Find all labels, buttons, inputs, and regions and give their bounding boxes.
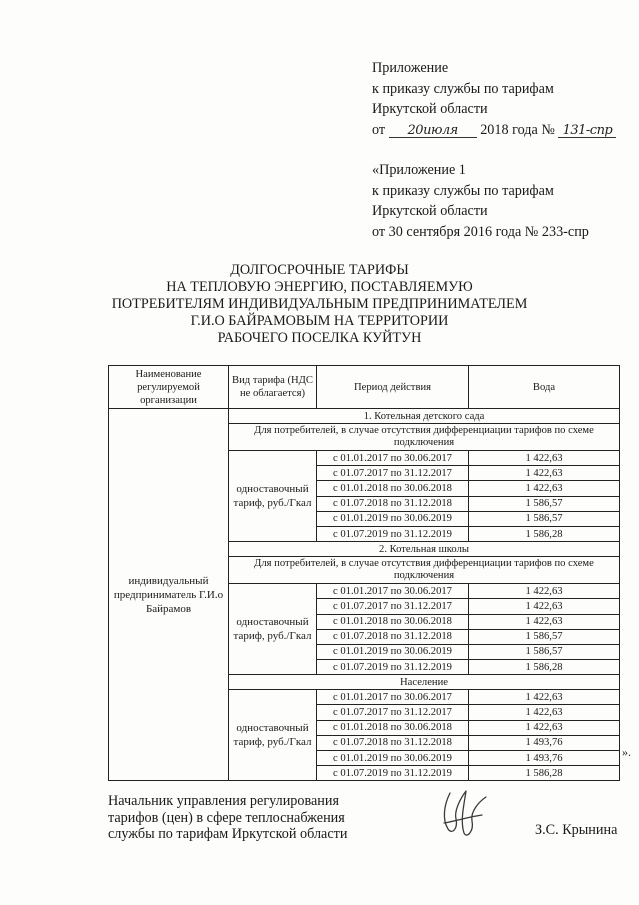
- section-title: 1. Котельная детского сада: [229, 409, 620, 424]
- period-cell: с 01.01.2019 по 30.06.2019: [317, 751, 469, 766]
- value-cell: 1 493,76: [469, 735, 620, 750]
- appendix-date-line: [372, 120, 616, 141]
- signer-line: тарифов (цен) в сфере теплоснабжения: [108, 809, 345, 826]
- header-water: Вода: [469, 366, 620, 409]
- value-cell: 1 422,63: [469, 614, 620, 629]
- value-cell: 1 422,63: [469, 720, 620, 735]
- signer-line: Начальник управления регулирования: [108, 793, 339, 809]
- header-tariff-type: Вид тарифа (НДС не облагается): [229, 366, 317, 409]
- handwritten-date: 20июля: [389, 124, 477, 138]
- value-cell: 1 586,28: [469, 766, 620, 781]
- document-title: [0, 262, 639, 347]
- period-cell: с 01.01.2019 по 30.06.2019: [317, 511, 469, 526]
- original-order-line: к приказу службы по тарифам: [372, 182, 554, 199]
- period-cell: с 01.07.2019 по 31.12.2019: [317, 766, 469, 781]
- appendix-title: Приложение: [372, 60, 449, 76]
- original-appendix-title: «Приложение 1: [372, 162, 466, 178]
- value-cell: 1 422,63: [469, 466, 620, 481]
- signer-position: [108, 793, 347, 843]
- tariff-type-cell: одноставочный тариф, руб./Гкал: [229, 584, 317, 675]
- appendix-region-line: Иркутской области: [372, 101, 488, 117]
- tariff-table: [108, 365, 620, 781]
- appendix-order-line: к приказу службы по тарифам: [372, 80, 554, 97]
- period-cell: с 01.07.2018 по 31.12.2018: [317, 735, 469, 750]
- year-text: 2018 года №: [480, 121, 555, 138]
- section-title: 2. Котельная школы: [229, 542, 620, 557]
- title-line: РАБОЧЕГО ПОСЕЛКА КУЙТУН: [217, 330, 422, 346]
- value-cell: 1 422,63: [469, 690, 620, 705]
- original-region-line: Иркутской области: [372, 203, 488, 219]
- period-cell: с 01.07.2018 по 31.12.2018: [317, 629, 469, 644]
- period-cell: с 01.01.2018 по 30.06.2018: [317, 481, 469, 496]
- handwritten-number: 131-спр: [558, 124, 616, 138]
- period-cell: с 01.07.2017 по 31.12.2017: [317, 705, 469, 720]
- original-appendix-block: [372, 160, 589, 242]
- title-line: НА ТЕПЛОВУЮ ЭНЕРГИЮ, ПОСТАВЛЯЕМУЮ: [166, 279, 473, 295]
- period-cell: с 01.01.2017 по 30.06.2017: [317, 690, 469, 705]
- organization-cell: индивидуальный предприниматель Г.И.о Байрамов: [109, 409, 229, 781]
- value-cell: 1 493,76: [469, 751, 620, 766]
- header-organization: Наименование регулируемой организации: [109, 366, 229, 409]
- section-title: Население: [229, 675, 620, 690]
- tariff-type-cell: одноставочный тариф, руб./Гкал: [229, 451, 317, 542]
- period-cell: с 01.07.2018 по 31.12.2018: [317, 496, 469, 511]
- value-cell: 1 422,63: [469, 599, 620, 614]
- value-cell: 1 422,63: [469, 705, 620, 720]
- value-cell: 1 586,57: [469, 496, 620, 511]
- value-cell: 1 586,57: [469, 629, 620, 644]
- period-cell: с 01.07.2017 по 31.12.2017: [317, 599, 469, 614]
- value-cell: 1 586,28: [469, 526, 620, 541]
- group-title: Для потребителей, в случае отсутствия дифференциации тарифов по схеме подключения: [229, 424, 620, 451]
- closing-quote-mark: ».: [622, 745, 631, 759]
- date-prefix: от: [372, 121, 386, 138]
- period-cell: с 01.01.2018 по 30.06.2018: [317, 720, 469, 735]
- tariff-type-cell: одноставочный тариф, руб./Гкал: [229, 690, 317, 781]
- period-cell: с 01.01.2017 по 30.06.2017: [317, 584, 469, 599]
- period-cell: с 01.01.2019 по 30.06.2019: [317, 644, 469, 659]
- value-cell: 1 422,63: [469, 481, 620, 496]
- period-cell: с 01.07.2017 по 31.12.2017: [317, 466, 469, 481]
- title-line: ПОТРЕБИТЕЛЯМ ИНДИВИДУАЛЬНЫМ ПРЕДПРИНИМАТЕЛЕМ: [111, 296, 528, 312]
- period-cell: с 01.07.2019 по 31.12.2019: [317, 660, 469, 675]
- group-title: Для потребителей, в случае отсутствия дифференциации тарифов по схеме подключения: [229, 557, 620, 584]
- value-cell: 1 586,57: [469, 644, 620, 659]
- signer-line: службы по тарифам Иркутской области: [108, 826, 348, 842]
- period-cell: с 01.07.2019 по 31.12.2019: [317, 526, 469, 541]
- value-cell: 1 422,63: [469, 584, 620, 599]
- title-line: ДОЛГОСРОЧНЫЕ ТАРИФЫ: [230, 262, 409, 278]
- handwritten-signature: [430, 785, 500, 845]
- period-cell: с 01.01.2018 по 30.06.2018: [317, 614, 469, 629]
- signer-name: З.С. Крынина: [535, 822, 618, 838]
- value-cell: 1 586,57: [469, 511, 620, 526]
- original-date-line: от 30 сентября 2016 года № 233-спр: [372, 223, 589, 240]
- title-line: Г.И.О БАЙРАМОВЫМ НА ТЕРРИТОРИИ: [190, 313, 449, 329]
- period-cell: с 01.01.2017 по 30.06.2017: [317, 451, 469, 466]
- appendix-block: [372, 58, 616, 140]
- header-period: Период действия: [317, 366, 469, 409]
- value-cell: 1 422,63: [469, 451, 620, 466]
- value-cell: 1 586,28: [469, 660, 620, 675]
